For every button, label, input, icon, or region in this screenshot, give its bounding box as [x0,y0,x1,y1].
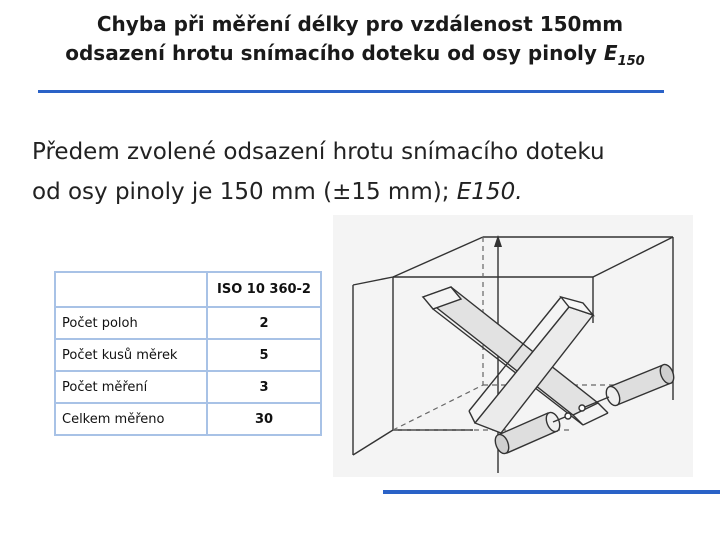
title-line-1: Chyba při měření délky pro vzdálenost 150mm [96,12,624,36]
table-header-cell [55,272,207,307]
table-cell-value: 2 [207,307,321,339]
table-row [55,403,321,435]
body-line-2-text: od osy pinoly je 150 mm (±15 mm); [32,179,457,205]
table-cell-value: 5 [207,339,321,371]
table-cell-label: Celkem měřeno [55,403,207,435]
body-line-1: Předem zvolené odsazení hrotu snímacího doteku [32,139,605,165]
title-line-2 [0,39,720,76]
table-row [55,371,321,403]
body-paragraph [32,132,702,212]
slide-title [0,10,720,76]
cmm-probe-offset-diagram-icon [333,215,693,477]
table-cell-label: Počet měření [55,371,207,403]
table-row [55,307,321,339]
title-symbol: $E_{150}$ [603,41,645,69]
body-line-2-italic: E150. [456,179,523,205]
table-row [55,339,321,371]
title-subscript: 150 [617,54,645,69]
iso-table [54,271,322,436]
table-cell-value: 30 [207,403,321,435]
body-line-2 [32,172,702,212]
table-cell-label: Počet kusů měrek [55,339,207,371]
footer-rule [383,490,720,494]
table-cell-label: Počet poloh [55,307,207,339]
title-line-2-text: odsazení hrotu snímacího doteku od osy pinoly [65,41,604,65]
table-header-cell: ISO 10 360-2 [207,272,321,307]
table-cell-value: 3 [207,371,321,403]
title-underline [38,90,664,93]
table-header-row [55,272,321,307]
